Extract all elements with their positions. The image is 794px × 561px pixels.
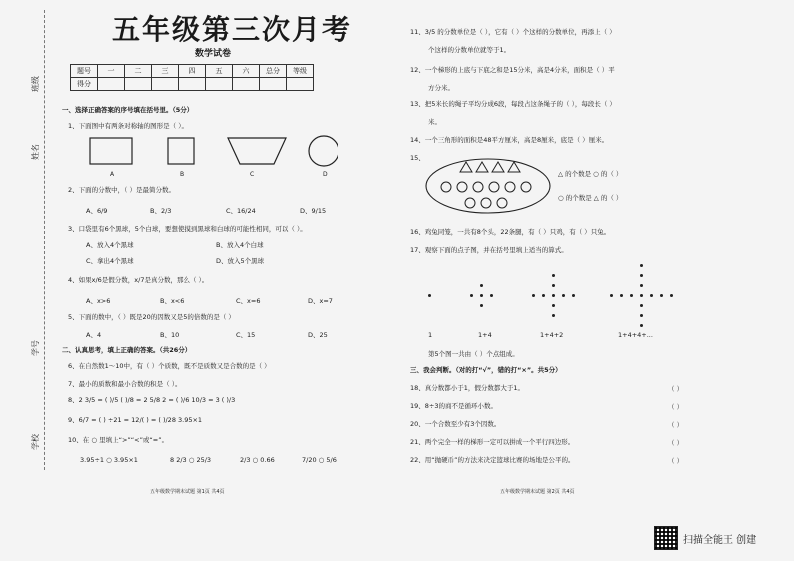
table-cell[interactable] — [287, 78, 314, 91]
dot — [552, 284, 555, 287]
table-cell[interactable] — [98, 78, 125, 91]
answer-blank[interactable]: （ ） — [668, 403, 684, 411]
shape-label: C — [250, 171, 255, 178]
answer-blank[interactable]: （ ） — [668, 385, 684, 393]
triangle-icon — [476, 162, 488, 172]
circle-icon — [497, 198, 507, 208]
option[interactable]: A、放入4个黑球 — [86, 241, 134, 249]
answer-blank[interactable]: （ ） — [668, 421, 684, 429]
gutter-label-number: 学号 — [31, 340, 40, 356]
table-cell: 四 — [179, 65, 206, 78]
judge-18: 18、真分数都小于1，假分数都大于1。 — [410, 384, 525, 392]
dot — [480, 294, 483, 297]
section-3-heading: 三、我会判断。（对的打“√”，错的打“×”。共5分） — [410, 366, 562, 374]
circle-icon — [489, 182, 499, 192]
question-15: 15、 — [410, 154, 425, 162]
question-1: 1、下面图中有两条对称轴的图形是（ ）。 — [68, 122, 188, 130]
dot-label: 1+4 — [478, 331, 492, 339]
gutter-label-class: 班级 — [31, 76, 40, 92]
page-footer-right: 五年级数学期末试题 第2页 共4页 — [500, 489, 575, 495]
score-header-row — [71, 65, 314, 78]
compare-item: 3.95÷1 ○ 3.95×1 — [80, 456, 138, 464]
question-11-cont: 个这样的分数单位就等于1。 — [428, 46, 511, 54]
gutter-label-name: 姓名 — [31, 144, 40, 160]
triangle-icon — [460, 162, 472, 172]
circle-icon — [457, 182, 467, 192]
option[interactable]: C、15 — [236, 331, 256, 339]
table-cell: 三 — [152, 65, 179, 78]
dot — [480, 304, 483, 307]
trapezoid-shape — [228, 138, 286, 164]
triangle-icon — [508, 162, 520, 172]
dot-label: 1+4+4+... — [618, 331, 653, 339]
option[interactable]: D、放入5个黑球 — [216, 257, 265, 265]
square-shape — [168, 138, 194, 164]
circle-icon — [505, 182, 515, 192]
judge-22: 22、用“抛硬币”的方法来决定篮球比赛的场地是公平的。 — [410, 456, 575, 464]
triangle-icon — [492, 162, 504, 172]
rectangle-shape — [90, 138, 132, 164]
option[interactable]: A、4 — [86, 331, 102, 339]
section-2-heading: 二、认真思考，填上正确的答案。（共26分） — [62, 346, 192, 354]
table-cell: 等级 — [287, 65, 314, 78]
question-7: 7、最小的质数和最小合数的积是（ ）。 — [68, 380, 182, 388]
compare-item: 7/20 ○ 5/6 — [302, 456, 337, 464]
dot — [428, 294, 431, 297]
option[interactable]: A、x>6 — [86, 297, 111, 305]
option[interactable]: D、9/15 — [300, 207, 327, 215]
compare-item: 8 2/3 ○ 25/3 — [170, 456, 212, 464]
question-11: 11、3/5 的分数单位是（ ），它有（ ）个这样的分数单位，再添上（ ） — [410, 28, 616, 36]
dot — [532, 294, 535, 297]
table-cell[interactable] — [260, 78, 287, 91]
dot-label: 1 — [428, 331, 433, 339]
answer-blank[interactable]: （ ） — [668, 457, 684, 465]
question-13-cont: 米。 — [428, 118, 441, 126]
dot — [650, 294, 653, 297]
score-table — [70, 64, 314, 91]
circle-icon — [473, 182, 483, 192]
dot — [640, 294, 643, 297]
question-4: 4、如果x/6是假分数，x/7是真分数，那么（ ）。 — [68, 276, 209, 284]
dot — [640, 324, 643, 327]
option[interactable]: B、x<6 — [160, 297, 185, 305]
dot — [480, 284, 483, 287]
scanner-watermark: 扫描全能王 创建 — [683, 535, 757, 546]
dot — [552, 274, 555, 277]
dot — [610, 294, 613, 297]
qr-code-icon — [654, 526, 678, 550]
option[interactable]: C、x=6 — [236, 297, 261, 305]
dot — [620, 294, 623, 297]
question-12: 12、一个梯形的上底与下底之和是15分米，高是4分米，面积是（ ）平 — [410, 66, 615, 74]
section-1-heading: 一、选择正确答案的序号填在括号里。（5分） — [62, 106, 194, 114]
question-17: 17、观察下面的点子图，并在括号里填上适当的算式。 — [410, 246, 568, 254]
table-cell: 六 — [233, 65, 260, 78]
question-12-cont: 方分米。 — [428, 84, 454, 92]
question-14: 14、一个三角形的面积是48平方厘米，高是8厘米，底是（ ）厘米。 — [410, 136, 609, 144]
answer-blank[interactable]: （ ） — [668, 439, 684, 447]
option[interactable]: D、x=7 — [308, 297, 333, 305]
page-subtitle: 数学试卷 — [195, 49, 232, 59]
table-cell[interactable] — [152, 78, 179, 91]
question-10: 10、在 ○ 里填上“>”“<”或“=”。 — [68, 436, 169, 444]
shape-label: B — [180, 171, 185, 178]
q15-circle-ratio: ○ 的个数是 △ 的（ ） — [558, 194, 623, 202]
table-cell: 题号 — [71, 65, 98, 78]
q1-shapes — [88, 134, 338, 170]
dot — [562, 294, 565, 297]
option[interactable]: B、放入4个白球 — [216, 241, 264, 249]
question-6: 6、在自然数1～10中，有（ ）个质数，既不是质数又是合数的是（ ） — [68, 362, 271, 370]
question-2: 2、下面的分数中，（ ）是最简分数。 — [68, 186, 175, 194]
option[interactable]: C、拿出4个黑球 — [86, 257, 134, 265]
page-footer-left: 五年级数学期末试题 第1页 共4页 — [150, 489, 225, 495]
dot — [640, 314, 643, 317]
option[interactable]: B、10 — [160, 331, 180, 339]
compare-item: 2/3 ○ 0.66 — [240, 456, 275, 464]
circle-icon — [521, 182, 531, 192]
dot — [640, 274, 643, 277]
table-cell[interactable] — [233, 78, 260, 91]
dot — [552, 294, 555, 297]
circle-icon — [481, 198, 491, 208]
question-5: 5、下面的数中，（ ）既是20的因数又是5的倍数的是（ ） — [68, 313, 235, 321]
dot — [640, 304, 643, 307]
q17-tail: 第5个图一共由（ ）个点组成。 — [428, 350, 519, 358]
dot — [552, 314, 555, 317]
dot — [572, 294, 575, 297]
dot — [542, 294, 545, 297]
table-cell: 五 — [206, 65, 233, 78]
table-cell: 二 — [125, 65, 152, 78]
judge-21: 21、两个完全一样的梯形一定可以拼成一个平行四边形。 — [410, 438, 575, 446]
option[interactable]: B、2/3 — [150, 207, 172, 215]
circle-icon — [441, 182, 451, 192]
shape-label: A — [110, 171, 115, 178]
q15-oval-figure — [424, 156, 554, 216]
dot — [670, 294, 673, 297]
judge-20: 20、一个合数至少有3个因数。 — [410, 420, 501, 428]
binding-gutter — [0, 0, 50, 520]
dot — [640, 284, 643, 287]
dot — [552, 304, 555, 307]
dot — [490, 294, 493, 297]
question-16: 16、鸡兔同笼，一共有8个头，22条腿，有（ ）只鸡，有（ ）只兔。 — [410, 228, 611, 236]
option[interactable]: C、16/24 — [226, 207, 256, 215]
dot — [640, 264, 643, 267]
table-cell: 总分 — [260, 65, 287, 78]
table-cell: 一 — [98, 65, 125, 78]
circle-icon — [465, 198, 475, 208]
table-cell[interactable] — [206, 78, 233, 91]
option[interactable]: A、6/9 — [86, 207, 108, 215]
circle-shape — [309, 136, 338, 166]
score-value-row — [71, 78, 314, 91]
option[interactable]: D、25 — [308, 331, 328, 339]
cut-line — [44, 10, 46, 470]
q15-triangle-ratio: △ 的个数是 ○ 的（ ） — [558, 170, 623, 178]
question-8: 8、2 3/5 = ( )/5 ( )/8 = 2 5/8 2 = ( )/6 10/3 = 3 ( )/3 — [68, 396, 236, 404]
table-cell[interactable] — [179, 78, 206, 91]
question-3: 3、口袋里有6个黑球，5个白球，要想使摸到黑球和白球的可能性相同，可以（ ）。 — [68, 225, 307, 233]
dot — [630, 294, 633, 297]
dot — [660, 294, 663, 297]
table-cell[interactable] — [125, 78, 152, 91]
question-13: 13、把5米长的绳子平均分成6段，每段占这条绳子的（ ），每段长（ ） — [410, 100, 616, 108]
shape-label: D — [323, 171, 328, 178]
judge-19: 19、8÷3的商不是循环小数。 — [410, 402, 497, 410]
question-9: 9、6/7 = ( ) ÷21 = 12/( ) = ( )/28 3.95×1 — [68, 416, 203, 424]
dot-label: 1+4+2 — [540, 331, 564, 339]
gutter-label-school: 学校 — [31, 434, 40, 450]
page-title: 五年级第三次月考 — [112, 13, 353, 46]
dot — [470, 294, 473, 297]
table-cell: 得分 — [71, 78, 98, 91]
